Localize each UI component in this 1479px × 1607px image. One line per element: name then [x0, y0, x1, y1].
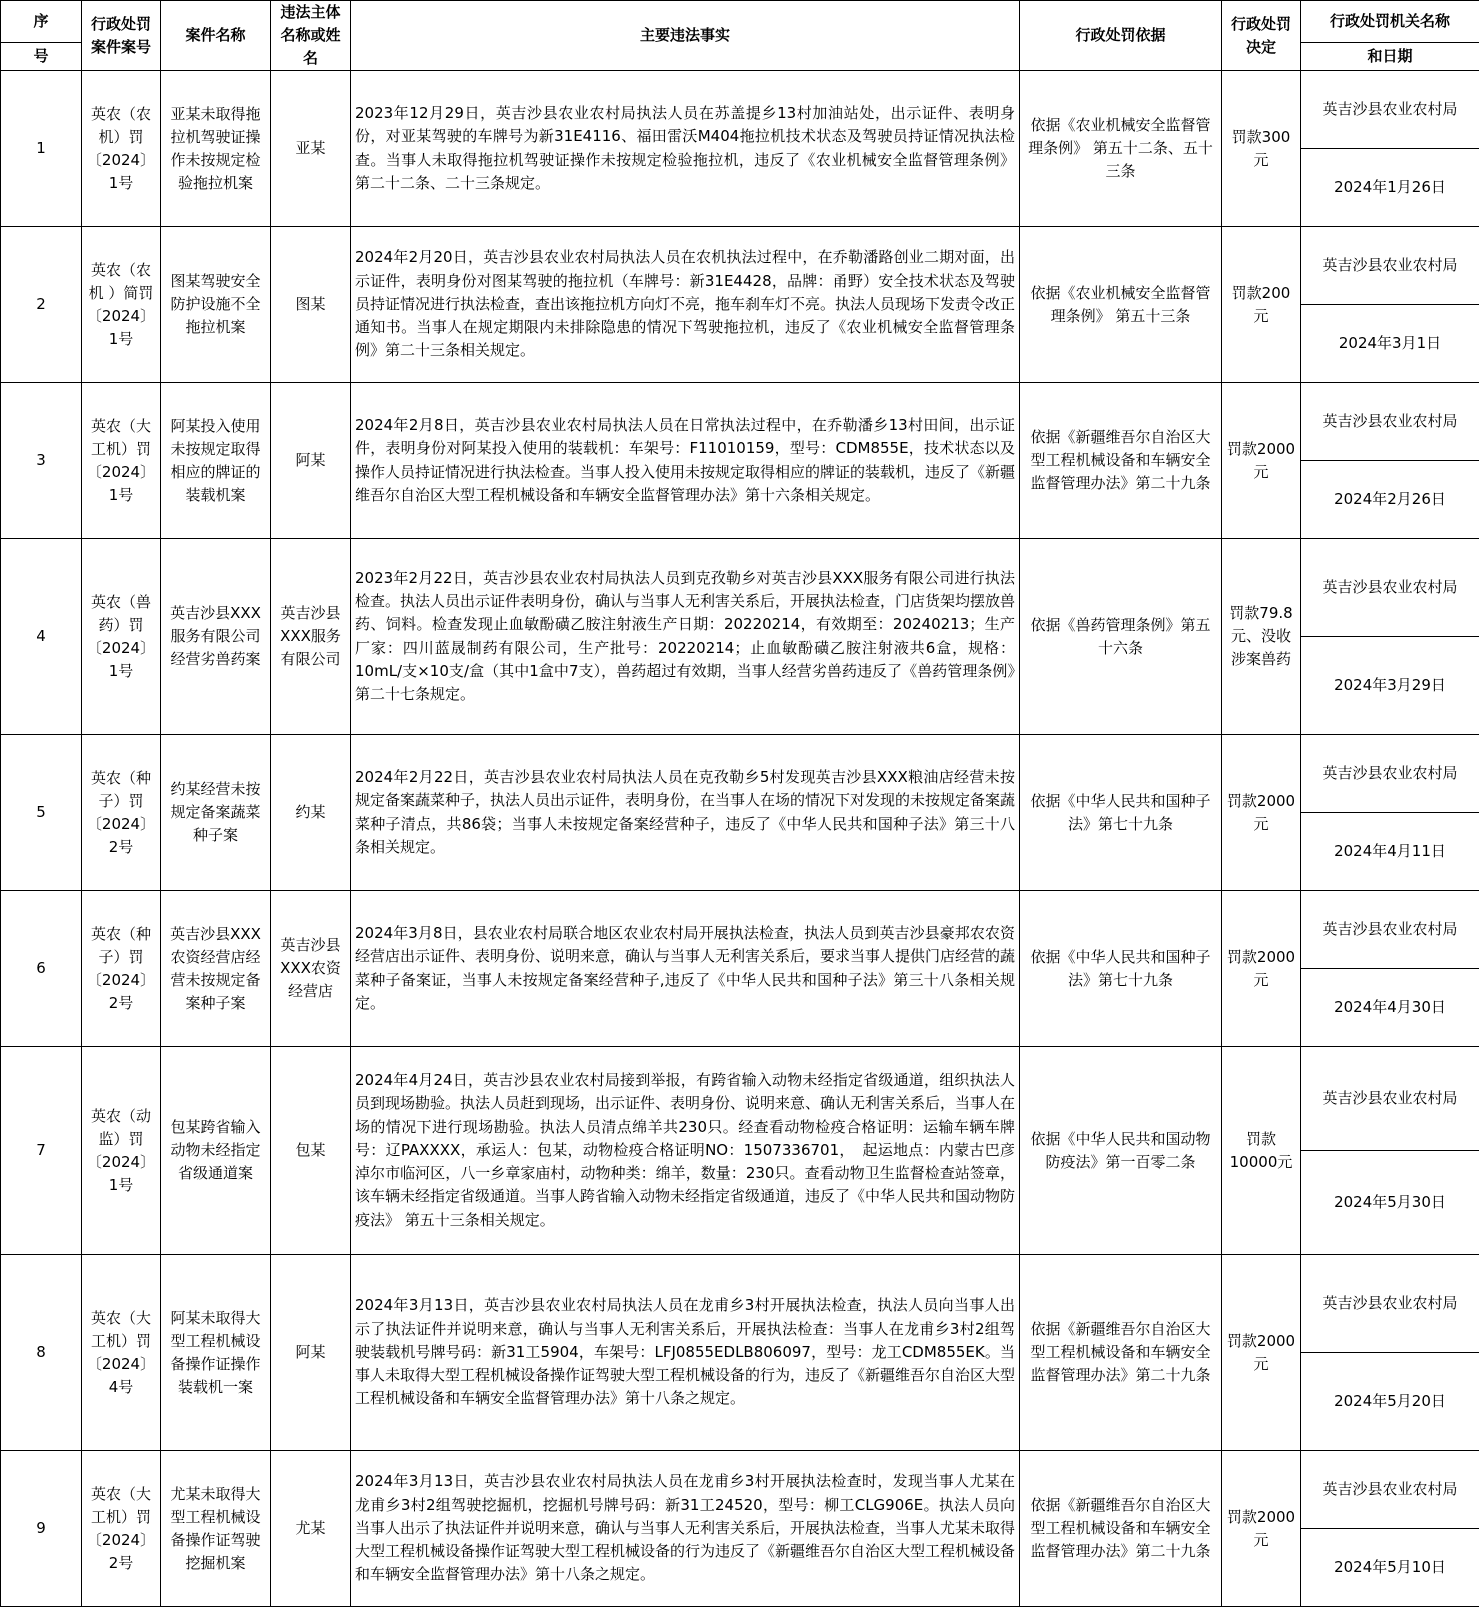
row-case-no: 英农（大工机）罚〔2024〕1号 — [82, 383, 161, 539]
row-seq: 2 — [1, 227, 82, 383]
table-row — [1, 71, 1479, 149]
row-date: 2024年5月20日 — [1301, 1353, 1479, 1451]
row-date: 2024年4月30日 — [1301, 969, 1479, 1047]
row-date: 2024年5月30日 — [1301, 1151, 1479, 1255]
row-case-name: 尤某未取得大型工程机械设备操作证驾驶挖掘机案 — [161, 1451, 271, 1607]
row-case-name: 阿某未取得大型工程机械设备操作证操作装载机一案 — [161, 1255, 271, 1451]
row-agency: 英吉沙县农业农村局 — [1301, 735, 1479, 813]
row-basis: 依据《兽药管理条例》第五十六条 — [1020, 539, 1222, 735]
row-seq: 8 — [1, 1255, 82, 1451]
row-basis: 依据《中华人民共和国种子法》第七十九条 — [1020, 735, 1222, 891]
header-seq-top: 序 — [1, 1, 82, 43]
row-subject: 约某 — [271, 735, 351, 891]
row-date: 2024年4月11日 — [1301, 813, 1479, 891]
header-case-name: 案件名称 — [161, 1, 271, 71]
row-seq: 6 — [1, 891, 82, 1047]
row-seq: 1 — [1, 71, 82, 227]
row-case-no: 英农（兽药）罚〔2024〕1号 — [82, 539, 161, 735]
row-case-name: 阿某投入使用未按规定取得相应的牌证的装载机案 — [161, 383, 271, 539]
row-case-no: 英农（大工机）罚〔2024〕2号 — [82, 1451, 161, 1607]
row-date: 2024年5月10日 — [1301, 1529, 1479, 1607]
table-row — [1, 891, 1479, 969]
row-basis: 依据《农业机械安全监督管理条例》 第五十二条、五十三条 — [1020, 71, 1222, 227]
row-subject: 尤某 — [271, 1451, 351, 1607]
row-case-name: 亚某未取得拖拉机驾驶证操作未按规定检验拖拉机案 — [161, 71, 271, 227]
header-agency: 行政处罚机关名称 — [1301, 1, 1479, 43]
header-subject: 违法主体名称或姓名 — [271, 1, 351, 71]
table-row — [1, 1451, 1479, 1529]
row-basis: 依据《新疆维吾尔自治区大型工程机械设备和车辆安全监督管理办法》第二十九条 — [1020, 1451, 1222, 1607]
row-agency: 英吉沙县农业农村局 — [1301, 227, 1479, 305]
row-facts: 2023年12月29日，英吉沙县农业农村局执法人员在苏盖提乡13村加油站处，出示证件、表明身份，对亚某驾驶的车牌号为新31E4116、福田雷沃M404拖拉机技术状态及驾驶员持证情况执法检查。当事人未取得拖拉机驾驶证操作未按规定检验拖拉机，违反了《农业机械安全监督管理条例》 第二十二条、二十三条规定。 — [351, 71, 1020, 227]
row-decision: 罚款2000元 — [1222, 383, 1301, 539]
table-row — [1, 227, 1479, 305]
row-subject: 阿某 — [271, 1255, 351, 1451]
header-case-no: 行政处罚案件案号 — [82, 1, 161, 71]
row-date: 2024年3月1日 — [1301, 305, 1479, 383]
row-case-no: 英农（农机）罚〔2024〕1号 — [82, 71, 161, 227]
table-row — [1, 735, 1479, 813]
row-case-no: 英农（大工机）罚〔2024〕4号 — [82, 1255, 161, 1451]
row-agency: 英吉沙县农业农村局 — [1301, 383, 1479, 461]
row-case-no: 英农（动监）罚〔2024〕1号 — [82, 1047, 161, 1255]
header-decision: 行政处罚决定 — [1222, 1, 1301, 71]
row-seq: 5 — [1, 735, 82, 891]
row-agency: 英吉沙县农业农村局 — [1301, 1255, 1479, 1353]
row-facts: 2023年2月22日，英吉沙县农业农村局执法人员到克孜勒乡对英吉沙县XXX服务有限公司进行执法检查。执法人员出示证件表明身份，确认与当事人无利害关系后，开展执法检查，门店货架均摆放兽药、饲料。检查发现止血敏酚磺乙胺注射液生产日期：20220214，有效期至：20240213；生产厂家：四川蓝晟制药有限公司，生产批号：20220214；止血敏酚磺乙胺注射液共6盒，规格：10mL/支×10支/盒（其中1盒中7支），兽药超过有效期，当事人经营劣兽药违反了《兽药管理条例》第二十七条规定。 — [351, 539, 1020, 735]
row-facts: 2024年4月24日，英吉沙县农业农村局接到举报，有跨省输入动物未经指定省级通道，组织执法人员到现场勘验。执法人员赶到现场，出示证件、表明身份、说明来意、确认无利害关系后，当事人在场的情况下进行现场勘验。执法人员清点绵羊共230只。经查看动物检疫合格证明：运输车辆车牌号：辽PAXXXX，承运人：包某，动物检疫合格证明NO：1507336701， 起运地点：内蒙古巴彦淖尔市临河区，八一乡章家庙村，动物种类：绵羊，数量：230只。查看动物卫生监督检查站签章，该车辆未经指定省级通道。当事人跨省输入动物未经指定省级通道，违反了《中华人民共和国动物防疫法》 第五十三条相关规定。 — [351, 1047, 1020, 1255]
row-basis: 依据《新疆维吾尔自治区大型工程机械设备和车辆安全监督管理办法》第二十九条 — [1020, 1255, 1222, 1451]
row-decision: 罚款10000元 — [1222, 1047, 1301, 1255]
row-seq: 3 — [1, 383, 82, 539]
row-facts: 2024年2月22日，英吉沙县农业农村局执法人员在克孜勒乡5村发现英吉沙县XXX粮油店经营未按规定备案蔬菜种子，执法人员出示证件，表明身份，在当事人在场的情况下对发现的未按规定备案蔬菜种子清点，共86袋；当事人未按规定备案经营种子，违反了《中华人民共和国种子法》第三十八条相关规定。 — [351, 735, 1020, 891]
row-facts: 2024年3月8日，县农业农村局联合地区农业农村局开展执法检查，执法人员到英吉沙县豪邦农农资经营店出示证件、表明身份、说明来意，确认与当事人无利害关系后，要求当事人提供门店经营的蔬菜种子备案证，当事人未按规定备案经营种子,违反了《中华人民共和国种子法》第三十八条相关规定。 — [351, 891, 1020, 1047]
row-case-name: 英吉沙县XXX服务有限公司经营劣兽药案 — [161, 539, 271, 735]
row-subject: 阿某 — [271, 383, 351, 539]
row-agency: 英吉沙县农业农村局 — [1301, 539, 1479, 637]
row-facts: 2024年3月13日，英吉沙县农业农村局执法人员在龙甫乡3村开展执法检查，执法人员向当事人出示了执法证件并说明来意，确认与当事人无利害关系后，开展执法检查：当事人在龙甫乡3村2组驾驶装载机号牌号码：新31工5904，车架号：LFJ0855EDLB806097，型号：龙工CDM855EK。当事人未取得大型工程机械设备操作证驾驶大型工程机械设备的行为，违反了《新疆维吾尔自治区大型工程机械设备和车辆安全监督管理办法》第十八条之规定。 — [351, 1255, 1020, 1451]
row-agency: 英吉沙县农业农村局 — [1301, 1047, 1479, 1151]
row-agency: 英吉沙县农业农村局 — [1301, 1451, 1479, 1529]
row-subject: 英吉沙县XXX农资经营店 — [271, 891, 351, 1047]
row-case-no: 英农（种子）罚〔2024〕2号 — [82, 891, 161, 1047]
row-agency: 英吉沙县农业农村局 — [1301, 891, 1479, 969]
table-row — [1, 539, 1479, 637]
row-seq: 7 — [1, 1047, 82, 1255]
row-decision: 罚款300元 — [1222, 71, 1301, 227]
row-decision: 罚款200元 — [1222, 227, 1301, 383]
row-decision: 罚款79.8元、没收涉案兽药 — [1222, 539, 1301, 735]
header-date: 和日期 — [1301, 42, 1479, 70]
row-decision: 罚款2000元 — [1222, 1255, 1301, 1451]
row-subject: 图某 — [271, 227, 351, 383]
row-seq: 4 — [1, 539, 82, 735]
row-facts: 2024年3月13日，英吉沙县农业农村局执法人员在龙甫乡3村开展执法检查时，发现当事人尤某在龙甫乡3村2组驾驶挖掘机，挖掘机号牌号码：新31工24520，型号：柳工CLG906E。执法人员向当事人出示了执法证件并说明来意，确认与当事人无利害关系后，开展执法检查，当事人尤某未取得大型工程机械设备操作证驾驶大型工程机械设备的行为违反了《新疆维吾尔自治区大型工程机械设备和车辆安全监督管理办法》第十八条之规定。 — [351, 1451, 1020, 1607]
row-case-no: 英农（种子）罚〔2024〕2号 — [82, 735, 161, 891]
row-decision: 罚款2000元 — [1222, 1451, 1301, 1607]
row-case-no: 英农（农机 ）简罚〔2024〕1号 — [82, 227, 161, 383]
row-case-name: 英吉沙县XXX农资经营店经营未按规定备案种子案 — [161, 891, 271, 1047]
row-decision: 罚款2000元 — [1222, 735, 1301, 891]
header-basis: 行政处罚依据 — [1020, 1, 1222, 71]
table-row — [1, 1255, 1479, 1353]
row-facts: 2024年2月8日，英吉沙县农业农村局执法人员在日常执法过程中，在乔勒潘乡13村田间，出示证件，表明身份对阿某投入使用的装载机：车架号：F11010159，型号：CDM855E，技术状态以及操作人员持证情况进行执法检查。当事人投入使用未按规定取得相应的牌证的装载机，违反了《新疆维吾尔自治区大型工程机械设备和车辆安全监督管理办法》第十六条相关规定。 — [351, 383, 1020, 539]
row-basis: 依据《农业机械安全监督管理条例》 第五十三条 — [1020, 227, 1222, 383]
table-row — [1, 383, 1479, 461]
row-date: 2024年1月26日 — [1301, 149, 1479, 227]
row-subject: 亚某 — [271, 71, 351, 227]
row-basis: 依据《新疆维吾尔自治区大型工程机械设备和车辆安全监督管理办法》第二十九条 — [1020, 383, 1222, 539]
row-subject: 包某 — [271, 1047, 351, 1255]
row-case-name: 包某跨省输入动物未经指定省级通道案 — [161, 1047, 271, 1255]
header-seq-bottom: 号 — [1, 42, 82, 70]
row-basis: 依据《中华人民共和国种子法》第七十九条 — [1020, 891, 1222, 1047]
row-date: 2024年2月26日 — [1301, 461, 1479, 539]
row-subject: 英吉沙县XXX服务有限公司 — [271, 539, 351, 735]
row-date: 2024年3月29日 — [1301, 637, 1479, 735]
row-seq: 9 — [1, 1451, 82, 1607]
table-row — [1, 1047, 1479, 1151]
row-case-name: 图某驾驶安全防护设施不全拖拉机案 — [161, 227, 271, 383]
row-facts: 2024年2月20日，英吉沙县农业农村局执法人员在农机执法过程中，在乔勒潘路创业二期对面，出示证件，表明身份对图某驾驶的拖拉机（车牌号：新31E4428，品牌：甬野）安全技术状态及驾驶员持证情况进行执法检查，查出该拖拉机方向灯不亮，拖车刹车灯不亮。执法人员现场下发责令改正通知书。当事人在规定期限内未排除隐患的情况下驾驶拖拉机，违反了《农业机械安全监督管理条例》第二十三条相关规定。 — [351, 227, 1020, 383]
row-basis: 依据《中华人民共和国动物防疫法》第一百零二条 — [1020, 1047, 1222, 1255]
row-agency: 英吉沙县农业农村局 — [1301, 71, 1479, 149]
row-case-name: 约某经营未按规定备案蔬菜种子案 — [161, 735, 271, 891]
row-decision: 罚款2000元 — [1222, 891, 1301, 1047]
header-facts: 主要违法事实 — [351, 1, 1020, 71]
